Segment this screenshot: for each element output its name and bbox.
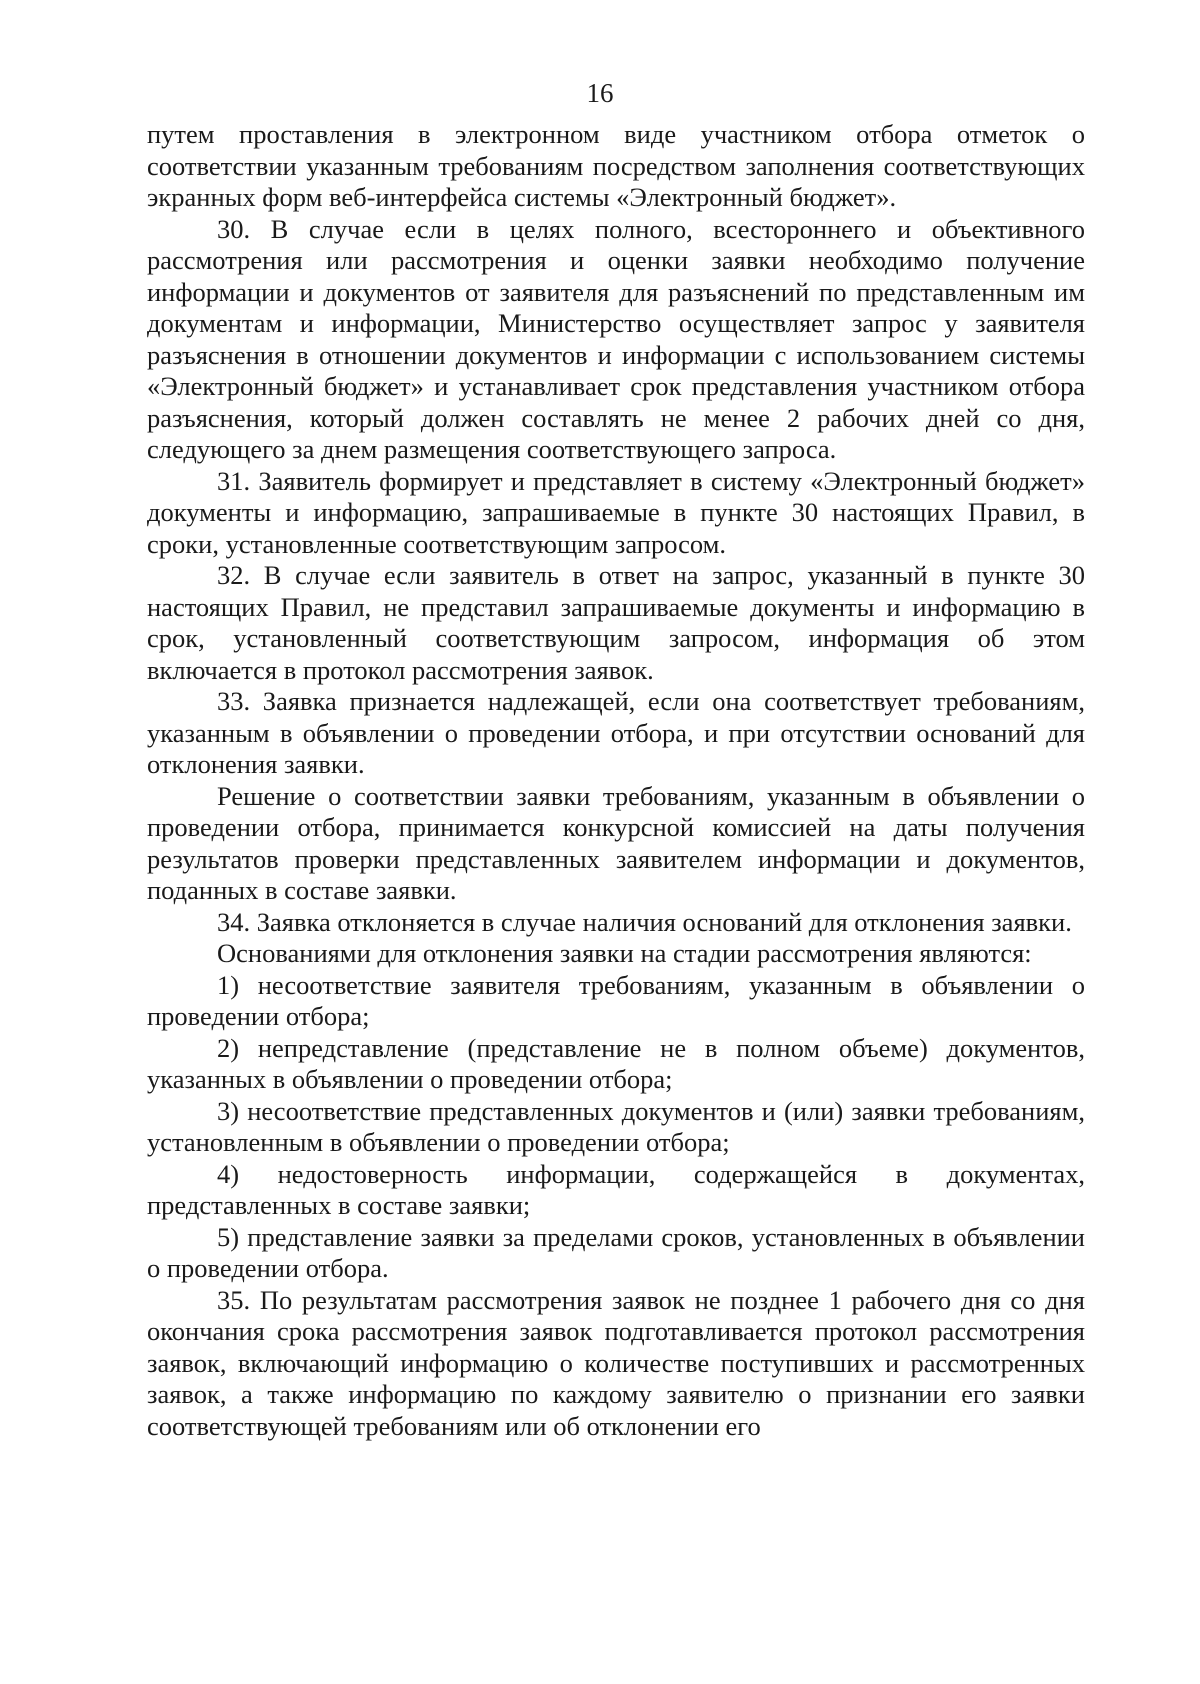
list-item-ground-4: 4) недостоверность информации, содержащейся в документах, представленных в составе заявки;	[147, 1158, 1085, 1220]
paragraph-item-35: 35. По результатам рассмотрения заявок не позднее 1 рабочего дня со дня окончания срока рассмотрения заявок подготавливается протокол рассмотрения заявок, включающий информацию о количестве поступивших и рассмотренных заявок, а также информацию по каждому заявителю о признании его заявки соответствующей требованиям или об отклонении его	[147, 1284, 1085, 1441]
paragraph-item-32: 32. В случае если заявитель в ответ на запрос, указанный в пункте 30 настоящих Правил, не представил запрашиваемые документы и информацию в срок, установленный соответствующим запросом, информация об этом включается в протокол рассмотрения заявок.	[147, 560, 1085, 685]
list-item-ground-3: 3) несоответствие представленных документов и (или) заявки требованиям, установленным в объявлении о проведении отбора;	[147, 1095, 1085, 1157]
document-body	[147, 119, 1085, 1442]
list-item-ground-5: 5) представление заявки за пределами сроков, установленных в объявлении о проведении отбора.	[147, 1221, 1085, 1283]
paragraph-item-33: 33. Заявка признается надлежащей, если она соответствует требованиям, указанным в объявлении о проведении отбора, и при отсутствии оснований для отклонения заявки.	[147, 686, 1085, 779]
paragraph-grounds-intro: Основаниями для отклонения заявки на стадии рассмотрения являются:	[217, 938, 1032, 968]
paragraph-continuation: путем проставления в электронном виде участником отбора отметок о соответствии указанным требованиям посредством заполнения соответствующих экранных форм веб-интерфейса системы «Электронный бюджет».	[147, 119, 1085, 212]
list-item-ground-2: 2) непредставление (представление не в полном объеме) документов, указанных в объявлении о проведении отбора;	[147, 1032, 1085, 1094]
list-item-ground-1: 1) несоответствие заявителя требованиям, указанным в объявлении о проведении отбора;	[147, 969, 1085, 1031]
page-number: 16	[586, 78, 614, 108]
paragraph-item-30: 30. В случае если в целях полного, всестороннего и объективного рассмотрения или рассмотрения и оценки заявки необходимо получение информации и документов от заявителя для разъяснений по представленным им документам и информации, Министерство осуществляет запрос у заявителя разъяснения в отношении документов и информации с использованием системы «Электронный бюджет» и устанавливает срок представления участником отбора разъяснения, который должен составлять не менее 2 рабочих дней со дня, следующего за днем размещения соответствующего запроса.	[147, 213, 1085, 464]
paragraph-item-34: 34. Заявка отклоняется в случае наличия оснований для отклонения заявки.	[217, 906, 1072, 937]
paragraph-item-31: 31. Заявитель формирует и представляет в систему «Электронный бюджет» документы и информацию, запрашиваемые в пункте 30 настоящих Правил, в сроки, установленные соответствующим запросом.	[147, 465, 1085, 559]
paragraph-decision: Решение о соответствии заявки требованиям, указанным в объявлении о проведении отбора, принимается конкурсной комиссией на даты получения результатов проверки представленных заявителем информации и документов, поданных в составе заявки.	[147, 780, 1085, 905]
